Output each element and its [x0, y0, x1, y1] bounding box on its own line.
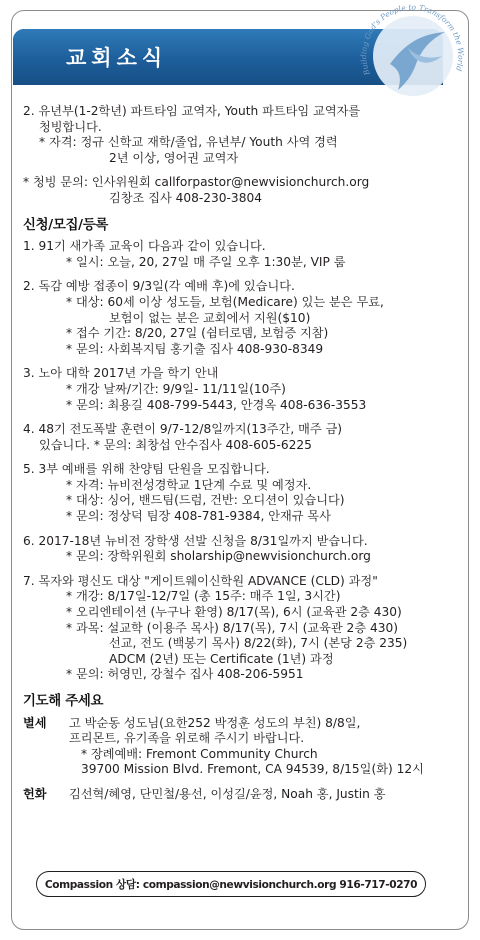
- job-inquiry: * 청빙 문의: 인사위원회 callforpastor@newvisionchurch.org 김창조 집사 408-230-3804: [23, 175, 370, 205]
- page-title: 교회소식: [66, 46, 168, 70]
- svg-text:Building God's People to Trans: Building God's People to Transform the World: [359, 4, 466, 77]
- prayer-donation: 헌화 김선혁/혜영, 단민철/용선, 이성길/윤정, Noah 홍, Justin 홍: [23, 786, 386, 801]
- death-tag: 별세: [23, 715, 47, 730]
- job-posting: 2. 유년부(1-2학년) 파트타임 교역자, Youth 파트타임 교역자를 청빙합니다. * 자격: 정규 신학교 재학/졸업, 유년부/ Youth 사역 경력 2년 이상, 영어권 교역자: [23, 104, 361, 165]
- section-title-prayer: 기도해 주세요: [23, 694, 104, 709]
- news-body: [23, 104, 455, 812]
- list-item: 6. 2017-18년 뉴비전 장학생 선발 신청을 8/31일까지 받습니다. * 문의: 장학위원회 sholarship@newvisionchurch.org: [23, 533, 371, 564]
- donation-tag: 헌화: [23, 786, 47, 801]
- list-item: 3. 노아 대학 2017년 가을 학기 안내 * 개강 날짜/기간: 9/9일- 11/11일(10주) * 문의: 최용길 408-799-5443, 안경옥 408-636-3553: [23, 366, 367, 412]
- compassion-contact-bar: Compassion 상담: compassion@newvisionchurch.org 916-717-0270: [36, 871, 426, 897]
- list-item: 7. 목자와 평신도 대상 "게이트웨이신학원 ADVANCE (CLD) 과정" * 개강: 8/17일-12/7일 (총 15주: 매주 1일, 3시간) * 오리엔테이션 (누구나 환영) 8/17(목), 6시 (교육관 2층 430) * 과목: 설교학 (이용주 목사) 8/17(목), 7시 (교육관 2층 430) 선교, 전도 (백봉기 목사) 8/22(화), 7시 (본당 2층 235) ADCM (2년) 또는 Certificate (1년) 과정 * 문의: 허영민, 강철수 집사 408-206-5951: [23, 573, 408, 682]
- list-item: 1. 91기 새가족 교육이 다음과 같이 있습니다. * 일시: 오늘, 20, 27일 매 주일 오후 1:30분, VIP 룸: [23, 239, 346, 269]
- list-item: 5. 3부 예배를 위해 찬양팀 단원을 모집합니다. * 자격: 뉴비전성경학교 1단계 수료 및 예정자. * 대상: 싱어, 밴드팀(드럼, 건반: 오디션이 있습니다) * 문의: 정상덕 팀장 408-781-9384, 안재규 목사: [23, 462, 345, 524]
- church-logo-icon: [350, 4, 468, 100]
- list-item: 4. 48기 전도폭발 훈련이 9/7-12/8일까지(13주간, 매주 금) 있습니다. * 문의: 최창섭 안수집사 408-605-6225: [23, 422, 343, 452]
- list-item: 2. 독감 예방 접종이 9/3일(각 예배 후)에 있습니다. * 대상: 60세 이상 성도들, 보험(Medicare) 있는 분은 무료, 보험이 없는 분은 교회에서 지원($10) * 접수 기간: 8/20, 27일 (쉼터로뎀, 보험증 지참) * 문의: 사회복지팀 홍기출 집사 408-930-8349: [23, 279, 384, 356]
- prayer-death: 별세 고 박순동 성도님(요한252 박정훈 성도의 부친) 8/8일, 프리몬트, 유기족을 위로해 주시기 바랍니다. * 장례예배: Fremont Community Church 39700 Mission Blvd. Fremont, CA 94539, 8/15일(화) 12시: [23, 715, 424, 777]
- section-title-registration: 신청/모집/등록: [23, 217, 108, 233]
